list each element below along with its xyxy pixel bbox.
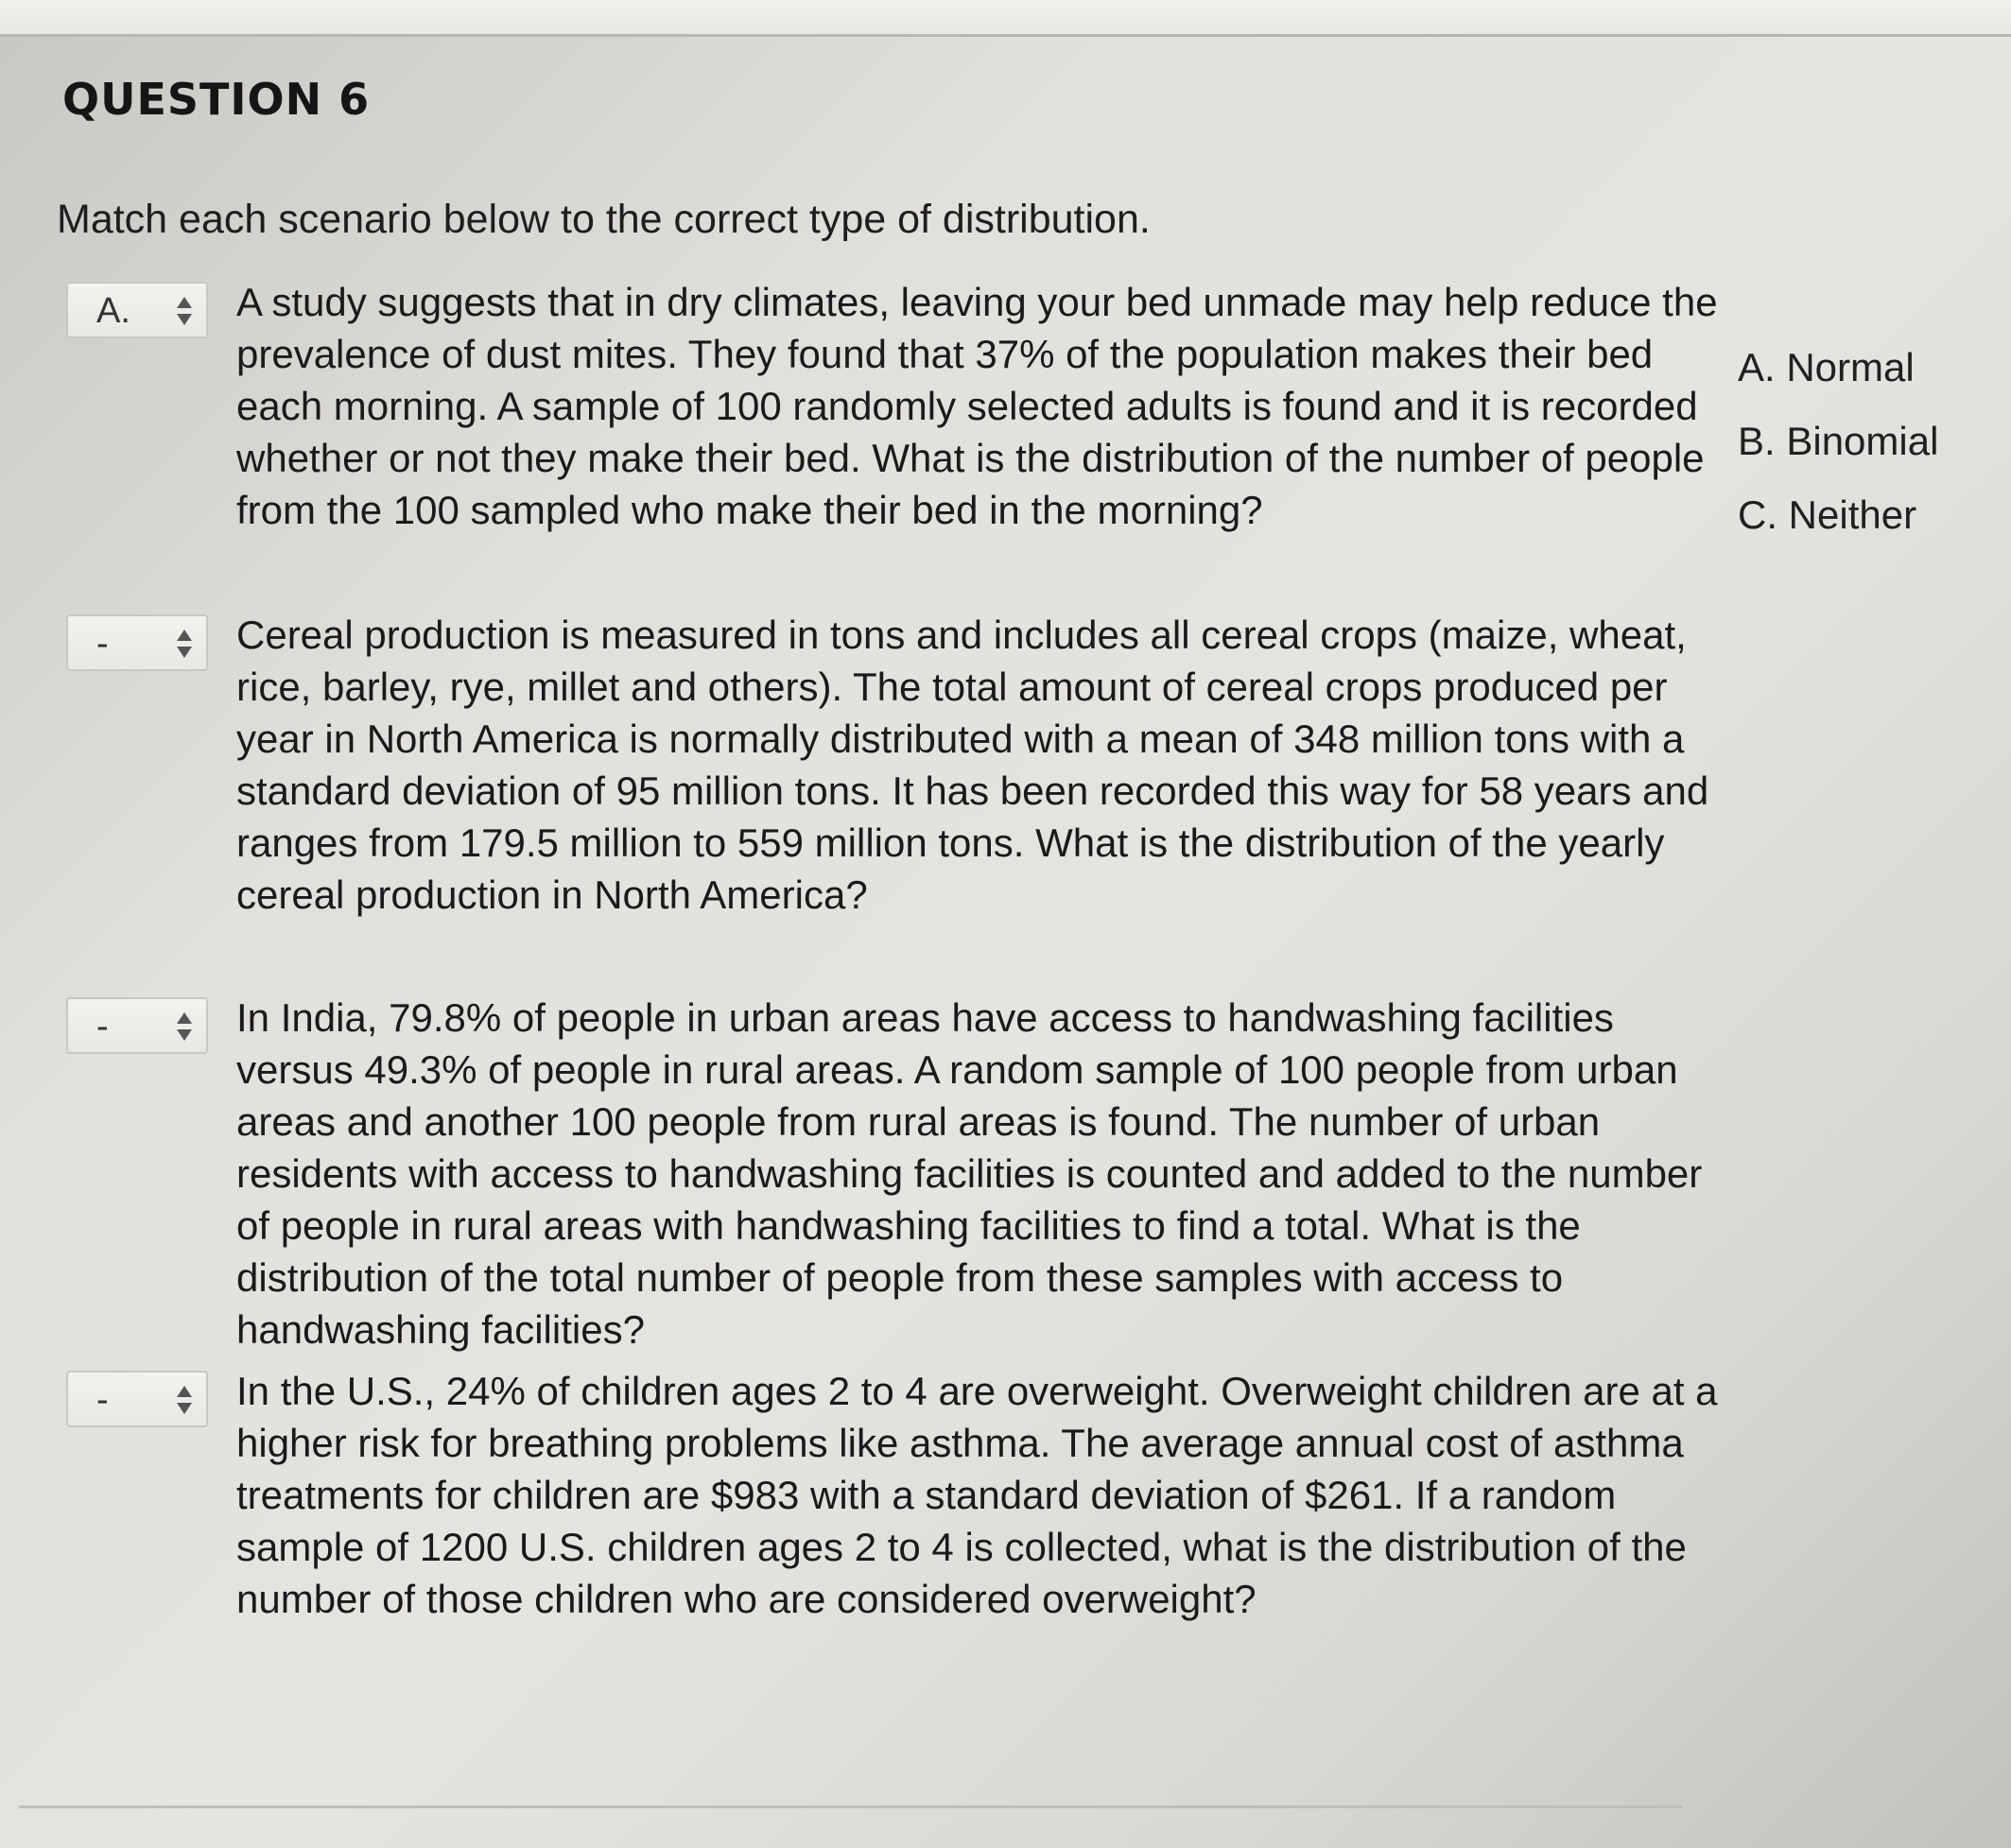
match-select-2-value: - [96, 624, 109, 664]
answer-options [1738, 331, 1938, 552]
up-down-arrows-icon [174, 289, 195, 333]
match-select-4-value: - [96, 1380, 109, 1420]
match-select-4[interactable] [66, 1371, 208, 1427]
bottom-divider [19, 1805, 1683, 1808]
up-down-arrows-icon [174, 622, 195, 665]
question-title: QUESTION 6 [62, 74, 371, 125]
match-item-1-text: A study suggests that in dry climates, leaving your bed unmade may help reduce the prevalence of dust mites. They found that 37% of the population makes their bed each morning. A sample of 100 randomly selected adults is found and it is recorded whether or not they make their bed. What is the distribution of the number of people from the 100 sampled who make their bed in the morning? [236, 280, 1718, 532]
match-item-2-text: Cereal production is measured in tons and includes all cereal crops (maize, wheat, rice, barley, rye, millet and others). The total amount of cereal crops produced per year in North America is normally distributed with a mean of 348 million tons with a standard deviation of 95 million tons. It has been recorded this way for 58 years and ranges from 179.5 million to 559 million tons. What is the distribution of the yearly cereal production in North America? [236, 613, 1709, 917]
answer-option-binomial: B. Binomial [1738, 419, 1939, 463]
header-divider [0, 34, 2011, 37]
up-down-arrows-icon [174, 1378, 195, 1422]
match-select-1-value: A. [96, 291, 130, 331]
match-select-3[interactable] [66, 997, 208, 1054]
match-select-2[interactable] [66, 614, 208, 671]
question-instructions: Match each scenario below to the correct type of distribution. [57, 197, 1151, 242]
match-select-3-value: - [96, 1007, 109, 1046]
top-strip [0, 0, 2011, 34]
up-down-arrows-icon [174, 1005, 195, 1048]
match-item-3-text: In India, 79.8% of people in urban areas have access to handwashing facilities versus 49.3% of people in rural areas. A random sample of 100 people from urban areas and another 100 people from rural areas is found. The number of urban residents with access to handwashing facilities is counted and added to the number of people in rural areas with handwashing facilities to find a total. What is the distribution of the total number of people from these samples with access to handwashing facilities? [236, 995, 1703, 1352]
answer-option-normal: A. Normal [1738, 345, 1915, 389]
match-item-4-text: In the U.S., 24% of children ages 2 to 4 are overweight. Overweight children are at a higher risk for breathing problems like asthma. The average annual cost of asthma treatments for children are $983 with a standard deviation of $261. If a random sample of 1200 U.S. children ages 2 to 4 is collected, what is the distribution of the number of those children who are considered overweight? [236, 1369, 1718, 1621]
match-select-1[interactable] [66, 282, 208, 338]
answer-option-neither: C. Neither [1738, 492, 1917, 537]
